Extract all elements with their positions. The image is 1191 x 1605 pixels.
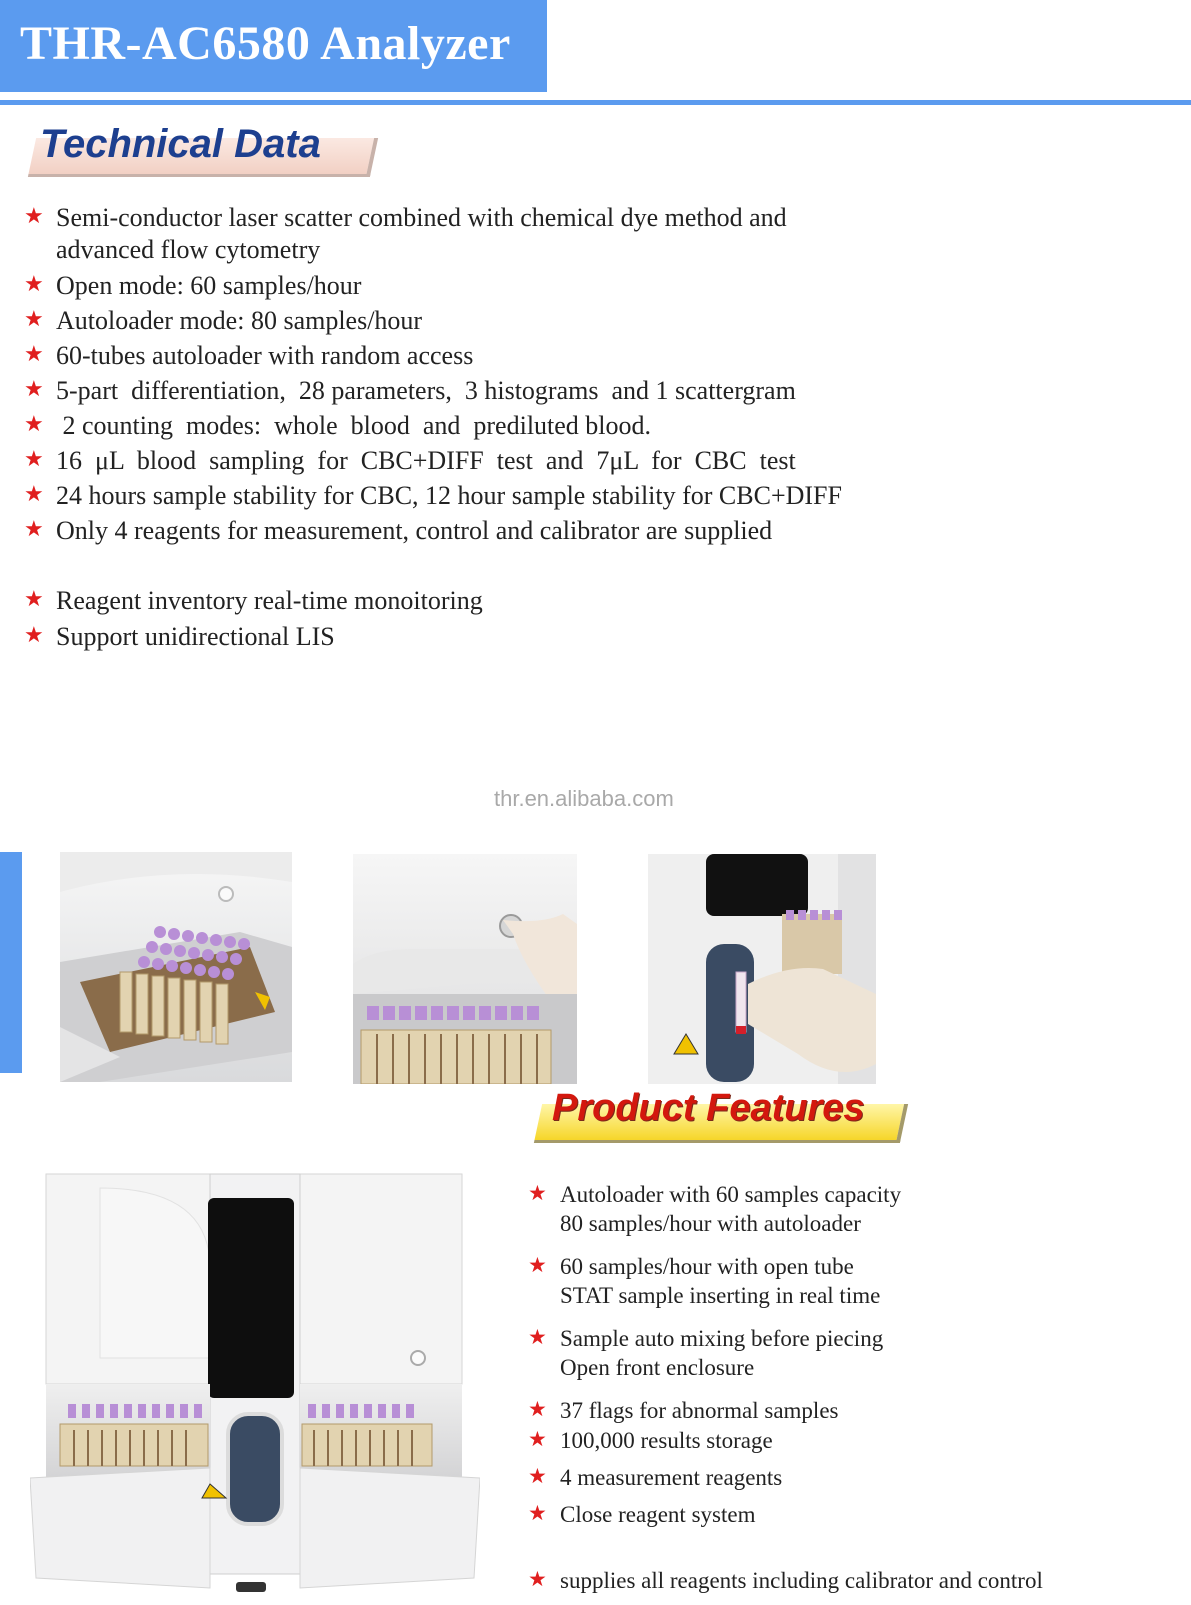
product-features-title: Product Features — [552, 1087, 865, 1129]
list-item-line: Autoloader with 60 samples capacity — [560, 1182, 902, 1207]
list-item — [528, 1396, 1168, 1426]
star-icon: ★ — [24, 447, 44, 472]
list-item — [528, 1566, 1168, 1596]
technical-data-heading — [26, 122, 376, 182]
star-icon: ★ — [24, 587, 44, 612]
list-item — [24, 375, 954, 410]
list-item-line: Sample auto mixing before piecing — [560, 1326, 884, 1351]
list-item — [24, 515, 954, 585]
star-icon: ★ — [24, 623, 44, 648]
title-banner — [0, 0, 547, 92]
list-item-line: Only 4 reagents for measurement, control and calibrator are supplied — [56, 516, 773, 545]
list-item-line: 4 measurement reagents — [560, 1465, 783, 1490]
watermark-text: thr.en.alibaba.com — [494, 786, 674, 811]
product-features-list — [528, 1180, 1168, 1596]
list-item — [24, 621, 954, 657]
list-item-line: Close reagent system — [560, 1502, 756, 1527]
star-icon: ★ — [24, 517, 44, 542]
list-item-line: 100,000 results storage — [560, 1428, 773, 1453]
star-icon: ★ — [528, 1397, 547, 1421]
star-icon: ★ — [528, 1181, 547, 1205]
list-item-line: 60-tubes autoloader with random access — [56, 341, 474, 370]
analyzer-photo — [30, 1168, 480, 1598]
star-icon: ★ — [24, 412, 44, 437]
star-icon: ★ — [528, 1427, 547, 1451]
star-icon: ★ — [24, 204, 44, 229]
list-item — [24, 410, 954, 445]
list-item — [528, 1426, 1168, 1463]
list-item — [24, 202, 954, 270]
autoloader-rack-illustration — [60, 852, 292, 1082]
list-item — [528, 1324, 1168, 1396]
list-item-line: Semi-conductor laser scatter combined with chemical dye method and — [56, 203, 787, 232]
list-item-line: 24 hours sample stability for CBC, 12 hour sample stability for CBC+DIFF — [56, 481, 842, 510]
list-item — [24, 305, 954, 340]
list-item-line: STAT sample inserting in real time — [560, 1283, 881, 1308]
star-icon: ★ — [24, 307, 44, 332]
list-item — [24, 340, 954, 375]
star-icon: ★ — [528, 1501, 547, 1525]
star-icon: ★ — [528, 1325, 547, 1349]
list-item-line: Support unidirectional LIS — [56, 622, 335, 651]
star-icon: ★ — [24, 482, 44, 507]
star-icon: ★ — [528, 1253, 547, 1277]
list-item — [528, 1463, 1168, 1500]
start-button-illustration — [353, 854, 577, 1084]
list-item — [24, 585, 954, 621]
list-item-line: Autoloader mode: 80 samples/hour — [56, 306, 423, 335]
stat-insert-photo — [648, 854, 876, 1084]
star-icon: ★ — [24, 272, 44, 297]
start-button-photo — [353, 854, 577, 1084]
analyzer-illustration — [30, 1168, 480, 1598]
list-item — [24, 270, 954, 305]
technical-data-title: Technical Data — [40, 122, 321, 166]
stat-insert-illustration — [648, 854, 876, 1084]
list-item — [24, 445, 954, 480]
autoloader-rack-photo — [60, 852, 292, 1082]
product-features-heading — [532, 1087, 908, 1148]
header-divider — [0, 100, 1191, 105]
list-item — [528, 1252, 1168, 1324]
side-accent-strip — [0, 852, 22, 1073]
list-item-line: 80 samples/hour with autoloader — [560, 1211, 861, 1236]
list-item-line: Reagent inventory real-time monoitoring — [56, 586, 483, 615]
list-item-line: supplies all reagents including calibrator and control — [560, 1568, 1043, 1593]
list-item-line: 2 counting modes: whole blood and prediluted blood. — [56, 411, 652, 440]
list-item-line: 16 μL blood sampling for CBC+DIFF test and 7μL for CBC test — [56, 446, 796, 475]
list-item — [528, 1500, 1168, 1566]
star-icon: ★ — [528, 1567, 547, 1591]
technical-data-list — [24, 202, 954, 657]
star-icon: ★ — [24, 377, 44, 402]
list-item-line: Open front enclosure — [560, 1355, 755, 1380]
list-item — [528, 1180, 1168, 1252]
page-title: THR-AC6580 Analyzer — [20, 17, 511, 70]
list-item-line: 60 samples/hour with open tube — [560, 1254, 854, 1279]
list-item-line: advanced flow cytometry — [56, 235, 321, 264]
list-item-line: 37 flags for abnormal samples — [560, 1398, 839, 1423]
list-item-line: Open mode: 60 samples/hour — [56, 271, 362, 300]
star-icon: ★ — [24, 342, 44, 367]
list-item-line: 5-part differentiation, 28 parameters, 3 histograms and 1 scattergram — [56, 376, 796, 405]
star-icon: ★ — [528, 1464, 547, 1488]
list-item — [24, 480, 954, 515]
